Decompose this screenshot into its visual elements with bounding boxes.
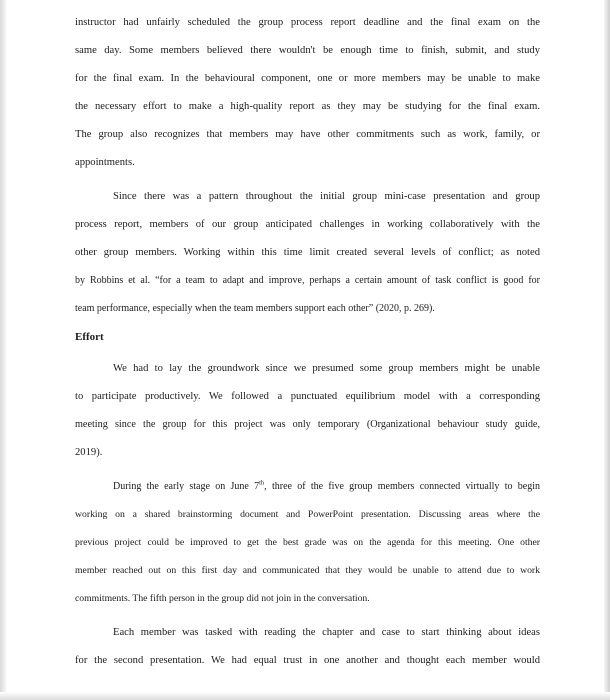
text-line: Since there was a pattern throughout the initial group mini-case presentation and group — [113, 191, 540, 202]
page-edge-left — [0, 0, 6, 700]
text-line: The group also recognizes that members may have other commitments such as work, family, or — [75, 129, 540, 140]
text-line: member reached out on this first day and communicated that they would be unable to attend due to work — [75, 565, 540, 576]
text-line: commitments. The fifth person in the group did not join in the conversation. — [75, 593, 370, 604]
text-line: meeting since the group for this project was only temporary (Organizational behaviour study guide, — [75, 419, 540, 430]
text-line: We had to lay the groundwork since we presumed some group members might be unable — [113, 363, 540, 374]
paragraph-intro-continuation — [75, 14, 540, 182]
text-line: for the final exam. In the behavioural component, one or more members may be unable to make — [75, 73, 540, 84]
text-line: team performance, especially when the team members support each other” (2020, p. 269). — [75, 303, 435, 314]
text-line: same day. Some members believed there wouldn't be enough time to finish, submit, and study — [75, 45, 540, 56]
text-line: 2019). — [75, 447, 103, 458]
page-edge-bottom — [0, 692, 610, 700]
paragraph-early-stage — [75, 478, 540, 618]
section-heading-effort: Effort — [75, 331, 104, 343]
text-line: to participate productively. We followed a punctuated equilibrium model with a corresponding — [75, 391, 540, 402]
text-line: Each member was tasked with reading the chapter and case to start thinking about ideas — [113, 627, 540, 638]
paragraph-groundwork — [75, 360, 540, 472]
text-line: by Robbins et al. “for a team to adapt and improve, perhaps a certain amount of task conflict is good for — [75, 275, 540, 286]
text-line: During the early stage on June 7th, three of the five group members connected virtually to begin — [113, 479, 540, 492]
text-line: for the second presentation. We had equal trust in one another and thought each member would — [75, 655, 540, 666]
text-line: other group members. Working within this time limit created several levels of conflict; as noted — [75, 247, 540, 258]
text-line: the necessary effort to make a high-quality report as they may be studying for the final exam. — [75, 101, 540, 112]
text-line: working on a shared brainstorming document and PowerPoint presentation. Discussing areas where the — [75, 509, 540, 520]
text-line: instructor had unfairly scheduled the group process report deadline and the final exam on the — [75, 17, 540, 28]
text-line: appointments. — [75, 157, 135, 168]
paragraph-conflict — [75, 188, 540, 328]
page-edge-right — [604, 0, 610, 700]
text-line: previous project could be improved to get the best grade was on the agenda for this meeting. One other — [75, 537, 540, 548]
text-line: process report, members of our group anticipated challenges in working collaboratively with the — [75, 219, 540, 230]
document-page — [75, 14, 540, 680]
paragraph-tasks — [75, 624, 540, 680]
